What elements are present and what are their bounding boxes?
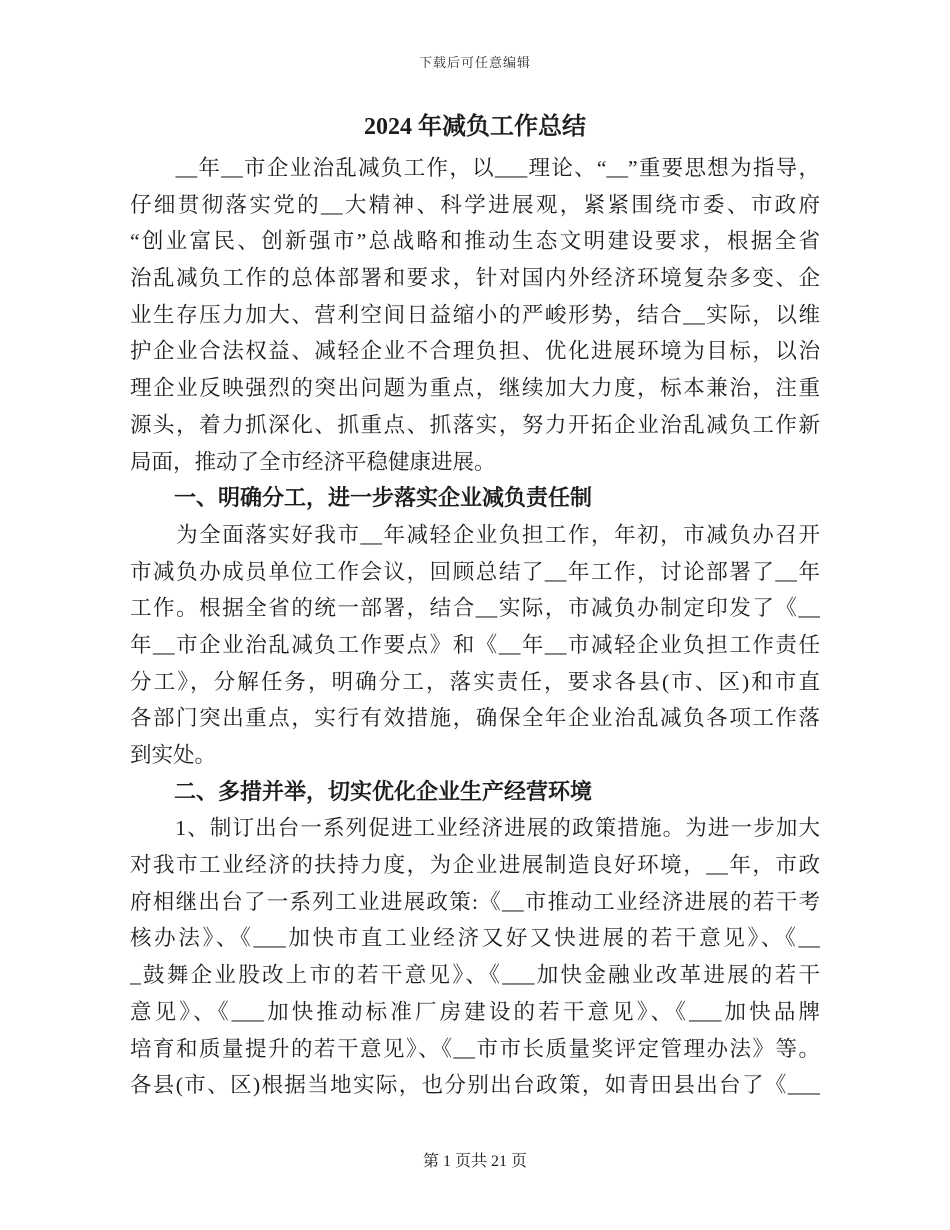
text-line: “创业富民、创新强市”总战略和推动生态文明建设要求，根据全省: [130, 229, 820, 254]
text-line: 为全面落实好我市__年减轻企业负担工作，年初，市减负办召开: [130, 522, 820, 547]
text-line: 工作。根据全省的统一部署，结合__实际，市减负办制定印发了《__: [130, 596, 820, 621]
text-line: 理企业反映强烈的突出问题为重点，继续加大力度，标本兼治，注重: [130, 376, 820, 401]
document-title: 2024 年减负工作总结: [364, 114, 586, 140]
text-line: 治乱减负工作的总体部署和要求，针对国内外经济环境复杂多变、企: [130, 266, 820, 291]
text-line: 源头，着力抓深化、抓重点、抓落实，努力开拓企业治乱减负工作新: [130, 412, 820, 437]
text-line: 各部门突出重点，实行有效措施，确保全年企业治乱减负各项工作落: [130, 706, 820, 731]
text-line: 局面，推动了全市经济平稳健康进展。: [130, 449, 496, 474]
text-line: 1、制订出台一系列促进工业经济进展的政策措施。为进一步加大: [130, 816, 820, 841]
text-line: 到实处。: [130, 743, 217, 767]
text-line: 府相继出台了一系列工业进展政策:《__市推动工业经济进展的若干考: [130, 889, 820, 914]
section-heading: 一、明确分工，进一步落实企业减负责任制: [130, 485, 593, 511]
text-line: __年__市企业治乱减负工作，以___理论、“__”重要思想为指导，: [130, 156, 820, 180]
text-line: 仔细贯彻落实党的__大精神、科学进展观，紧紧围绕市委、市政府: [130, 192, 820, 217]
text-line: 培育和质量提升的若干意见》、《__市市长质量奖评定管理办法》等。: [130, 1036, 820, 1061]
text-line: 各县(市、区)根据当地实际，也分别出台政策，如青田县出台了《___: [130, 1073, 820, 1098]
section-heading: 二、多措并举，切实优化企业生产经营环境: [130, 778, 593, 804]
header-watermark: 下载后可任意编辑: [418, 55, 531, 70]
document-body: [130, 150, 820, 1104]
page-number: 第 1 页共 21 页: [422, 1153, 527, 1170]
text-line: 核办法》、《___加快市直工业经济又好又快进展的若干意见》、《__: [130, 926, 820, 951]
text-line: _鼓舞企业股改上市的若干意见》、《___加快金融业改革进展的若干: [130, 963, 820, 988]
text-line: 意见》、《___加快推动标准厂房建设的若干意见》、《___加快品牌: [130, 999, 820, 1024]
text-line: 护企业合法权益、减轻企业不合理负担、优化进展环境为目标，以治: [130, 339, 820, 364]
text-line: 市减负办成员单位工作会议，回顾总结了__年工作，讨论部署了__年: [130, 559, 820, 584]
text-line: 业生存压力加大、营利空间日益缩小的严峻形势，结合__实际，以维: [130, 302, 820, 327]
text-line: 年__市企业治乱减负工作要点》和《__年__市减轻企业负担工作责任: [130, 632, 820, 657]
text-line: 对我市工业经济的扶持力度，为企业进展制造良好环境，__年，市政: [130, 853, 820, 878]
text-line: 分工》，分解任务，明确分工，落实责任，要求各县(市、区)和市直: [130, 669, 820, 694]
